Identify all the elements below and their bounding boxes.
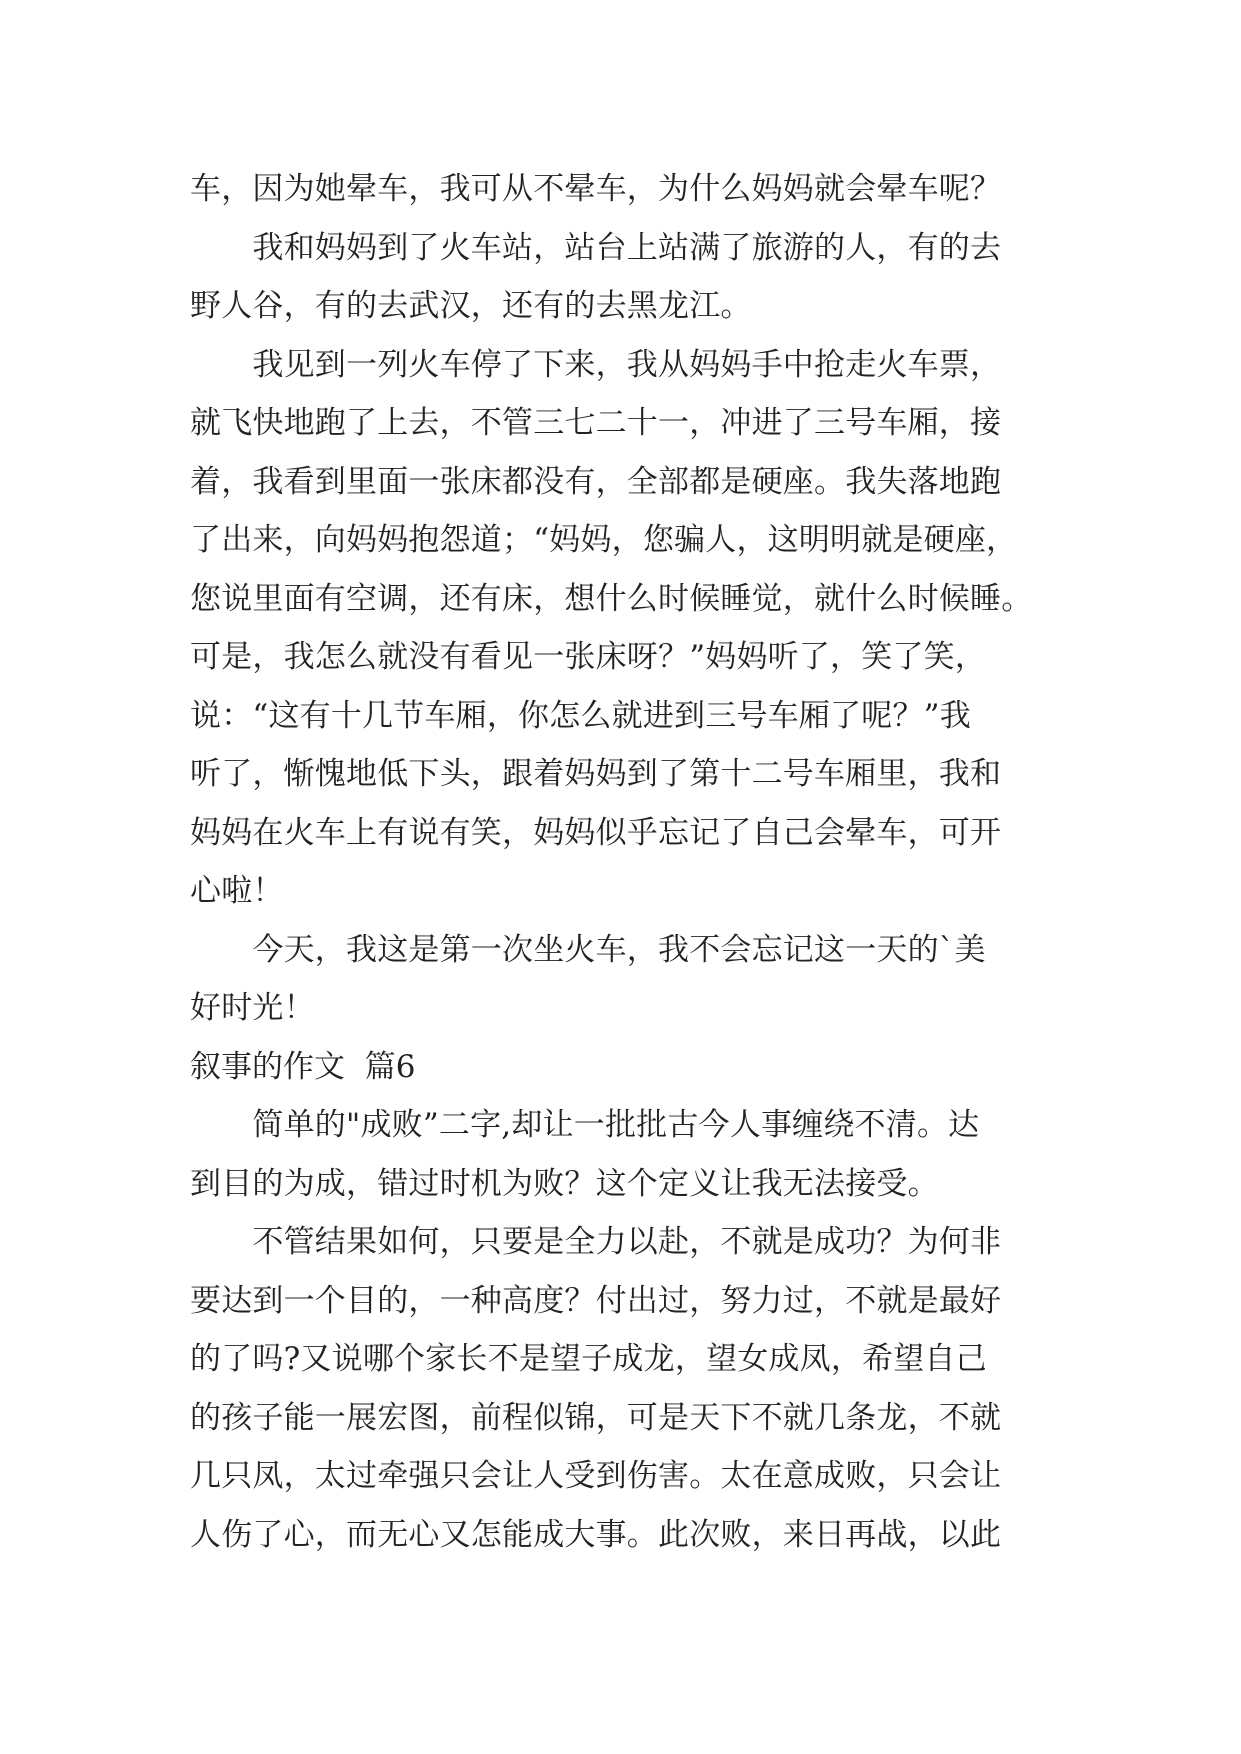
text-line: 今天，我这是第一次坐火车，我不会忘记这一天的`美 <box>190 931 986 968</box>
text-line: 妈妈在火车上有说有笑，妈妈似乎忘记了自己会晕车，可开 <box>190 814 1002 851</box>
text-line: 我和妈妈到了火车站，站台上站满了旅游的人，有的去 <box>190 229 1002 266</box>
text-line: 好时光！ <box>190 990 315 1026</box>
text-line: 您说里面有空调，还有床，想什么时候睡觉，就什么时候睡。 <box>190 580 1033 617</box>
text-line: 可是，我怎么就没有看见一张床呀？”妈妈听了，笑了笑， <box>190 639 987 675</box>
text-line: 要达到一个目的，一种高度？付出过，努力过，不就是最好 <box>190 1282 1002 1319</box>
text-line: 车，因为她晕车，我可从不晕车，为什么妈妈就会晕车呢？ <box>190 171 1002 207</box>
text-line: 就飞快地跑了上去，不管三七二十一，冲进了三号车厢，接 <box>190 405 1002 441</box>
text-line: 着，我看到里面一张床都没有，全部都是硬座。我失落地跑 <box>190 463 1002 500</box>
text-line: 野人谷，有的去武汉，还有的去黑龙江。 <box>190 288 752 324</box>
text-line: 说：“这有十几节车厢，你怎么就进到三号车厢了呢？”我 <box>190 697 971 734</box>
text-line: 的了吗?又说哪个家长不是望子成龙，望女成凤，希望自己 <box>190 1341 987 1377</box>
text-line: 了出来，向妈妈抱怨道；“妈妈，您骗人，这明明就是硬座， <box>190 522 1018 558</box>
text-line: 我见到一列火车停了下来，我从妈妈手中抢走火车票， <box>190 346 1002 383</box>
text-line: 心啦！ <box>190 873 284 909</box>
text-line: 的孩子能一展宏图，前程似锦，可是天下不就几条龙，不就 <box>190 1399 1002 1436</box>
section-heading: 叙事的作文 篇6 <box>190 1048 416 1085</box>
text-line: 简单的"成败”二字,却让一批批古今人事缠绕不清。达 <box>190 1107 980 1143</box>
text-line: 几只凤，太过牵强只会让人受到伤害。太在意成败，只会让 <box>190 1458 1002 1494</box>
essay-body <box>190 160 1052 1564</box>
text-line: 到目的为成，错过时机为败？这个定义让我无法接受。 <box>190 1165 939 1202</box>
text-line: 人伤了心，而无心又怎能成大事。此次败，来日再战，以此 <box>190 1516 1002 1553</box>
text-line: 不管结果如何，只要是全力以赴，不就是成功？为何非 <box>190 1224 1002 1260</box>
text-line: 听了，惭愧地低下头，跟着妈妈到了第十二号车厢里，我和 <box>190 756 1002 792</box>
